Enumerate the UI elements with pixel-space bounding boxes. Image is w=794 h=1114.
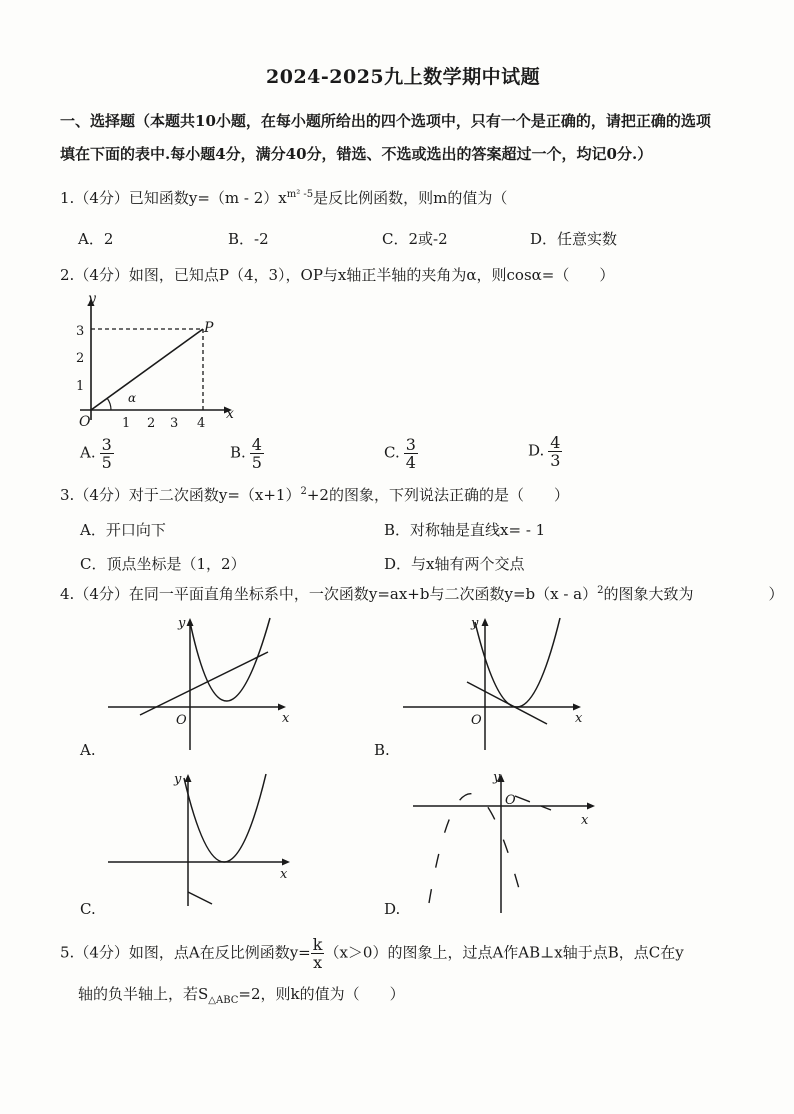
question-score: （4分） <box>74 486 129 504</box>
section-heading-line1: 一、选择题（本题共10小题，在每小题所给出的四个选项中，只有一个是正确的，请把正确的选项 <box>60 112 711 130</box>
question-5-line2 <box>78 983 405 1006</box>
origin-label: O <box>471 713 482 728</box>
question-text: 对于二次函数y=（x+1） <box>128 486 301 504</box>
exponent: 2 <box>597 585 604 596</box>
y-tick-label: 3 <box>76 324 85 339</box>
question-text: 轴的负半轴上，若S <box>78 985 209 1003</box>
fraction-k-over-x <box>311 936 325 971</box>
x-axis-label: x <box>581 813 589 828</box>
numerator: k <box>312 935 323 954</box>
q4-graph-c <box>100 768 300 908</box>
numerator: 4 <box>251 435 262 454</box>
q2-option-c[interactable] <box>384 436 418 471</box>
question-text: +2的图象，下列说法正确的是（ ） <box>306 486 569 504</box>
q1-option-c[interactable]: C．2或-2 <box>382 230 448 248</box>
denominator: x <box>313 953 323 972</box>
question-text: 的图象大致为 ） <box>603 585 784 603</box>
fraction <box>100 436 114 471</box>
q4-graph-a <box>100 612 300 752</box>
numerator: 3 <box>405 435 416 454</box>
angle-alpha-label: α <box>128 391 137 405</box>
line <box>515 796 551 810</box>
numerator: 3 <box>101 435 112 454</box>
parabola <box>184 774 266 862</box>
fraction <box>548 434 562 469</box>
q2-option-d[interactable] <box>528 434 562 469</box>
q3-option-b[interactable]: B．对称轴是直线x= - 1 <box>384 521 546 539</box>
y-tick-label: 1 <box>76 379 85 394</box>
q2-coordinate-figure <box>70 290 250 430</box>
segment-op <box>91 329 203 410</box>
question-text: 如图，点A在反比例函数y= <box>128 943 311 962</box>
question-text: 如图，已知点P（4，3），OP与x轴正半轴的夹角为α，则cosα=（ ） <box>128 266 615 284</box>
q4-option-c[interactable]: C. <box>80 900 96 918</box>
angle-arc <box>107 398 111 410</box>
denominator: 4 <box>405 453 416 472</box>
x-axis-arrow <box>587 803 595 810</box>
denominator: 5 <box>101 453 112 472</box>
y-axis-label: y <box>471 616 479 631</box>
option-letter: D. <box>528 441 545 460</box>
x-axis-arrow <box>282 859 290 866</box>
x-tick-label: 2 <box>147 416 156 431</box>
question-4-stem <box>60 583 784 604</box>
denominator: 3 <box>550 451 561 470</box>
y-tick-label: 2 <box>76 351 85 366</box>
fraction <box>250 436 264 471</box>
line <box>140 652 268 715</box>
x-tick-label: 4 <box>197 416 206 431</box>
origin-label: O <box>176 713 187 728</box>
q2-option-a[interactable] <box>80 436 114 471</box>
q1-option-b[interactable]: B．-2 <box>228 230 269 248</box>
x-axis-arrow <box>573 704 581 711</box>
q4-option-a[interactable]: A. <box>80 741 96 759</box>
question-text: （x＞0）的图象上，过点A作AB⊥x轴于点B，点C在y <box>324 943 684 962</box>
q2-option-b[interactable] <box>230 436 264 471</box>
q4-graph-b <box>395 612 595 752</box>
subscript: △ABC <box>208 995 239 1006</box>
option-letter: C. <box>384 443 400 462</box>
fraction <box>404 436 418 471</box>
origin-label: O <box>79 414 91 430</box>
y-axis-arrow <box>185 774 192 782</box>
q4-option-d[interactable]: D. <box>384 900 401 918</box>
parabola <box>190 618 270 701</box>
question-number: 3. <box>60 486 75 504</box>
y-axis-label: y <box>178 616 186 631</box>
question-number: 4. <box>60 585 75 603</box>
question-text: =2，则k的值为（ ） <box>238 985 405 1003</box>
x-tick-label: 1 <box>122 416 131 431</box>
numerator: 4 <box>550 433 561 452</box>
point-p-label: P <box>204 320 214 336</box>
y-axis-label: y <box>493 770 501 785</box>
question-number: 1. <box>60 189 75 207</box>
page-title: 2024-2025九上数学期中试题 <box>266 66 541 88</box>
exponent: m² -5 <box>286 189 314 200</box>
question-5-stem <box>60 936 684 971</box>
question-text: 已知函数y=（m - 2）x <box>128 189 287 207</box>
q1-option-a[interactable]: A．2 <box>78 230 114 248</box>
q3-option-a[interactable]: A．开口向下 <box>80 521 166 539</box>
y-axis-arrow <box>482 618 489 626</box>
option-letter: B. <box>230 443 246 462</box>
question-number: 5. <box>60 943 75 962</box>
line <box>188 892 212 904</box>
q4-option-b[interactable]: B. <box>374 741 390 759</box>
y-axis-label: y <box>174 772 182 787</box>
denominator: 5 <box>251 453 262 472</box>
question-score: （4分） <box>74 189 129 207</box>
q3-option-d[interactable]: D．与x轴有两个交点 <box>384 555 525 573</box>
question-score: （4分） <box>74 943 129 962</box>
x-axis-label: x <box>282 711 290 726</box>
question-score: （4分） <box>74 266 129 284</box>
question-score: （4分） <box>74 585 129 603</box>
question-3-stem <box>60 484 569 505</box>
section-heading-line2: 填在下面的表中.每小题4分，满分40分，错选、不选或选出的答案超过一个，均记0分.） <box>60 145 653 163</box>
option-letter: A. <box>80 443 96 462</box>
x-axis-label: x <box>226 406 234 422</box>
exponent: 2 <box>300 486 307 497</box>
origin-label: O <box>505 793 516 808</box>
q1-option-d[interactable]: D．任意实数 <box>530 230 618 248</box>
q3-option-c[interactable]: C．顶点坐标是（1，2） <box>80 555 246 573</box>
x-axis-label: x <box>575 711 583 726</box>
y-axis-label: y <box>88 291 96 307</box>
question-2-stem <box>60 264 614 285</box>
x-tick-label: 3 <box>170 416 179 431</box>
parabola <box>429 794 521 903</box>
x-axis-arrow <box>278 704 286 711</box>
question-text: 在同一平面直角坐标系中，一次函数y=ax+b与二次函数y=b（x - a） <box>128 585 598 603</box>
x-axis-label: x <box>280 867 288 882</box>
question-1-stem <box>60 187 507 208</box>
q4-graph-d <box>405 768 605 918</box>
question-number: 2. <box>60 266 75 284</box>
question-text: 是反比例函数，则m的值为（ <box>313 189 508 207</box>
